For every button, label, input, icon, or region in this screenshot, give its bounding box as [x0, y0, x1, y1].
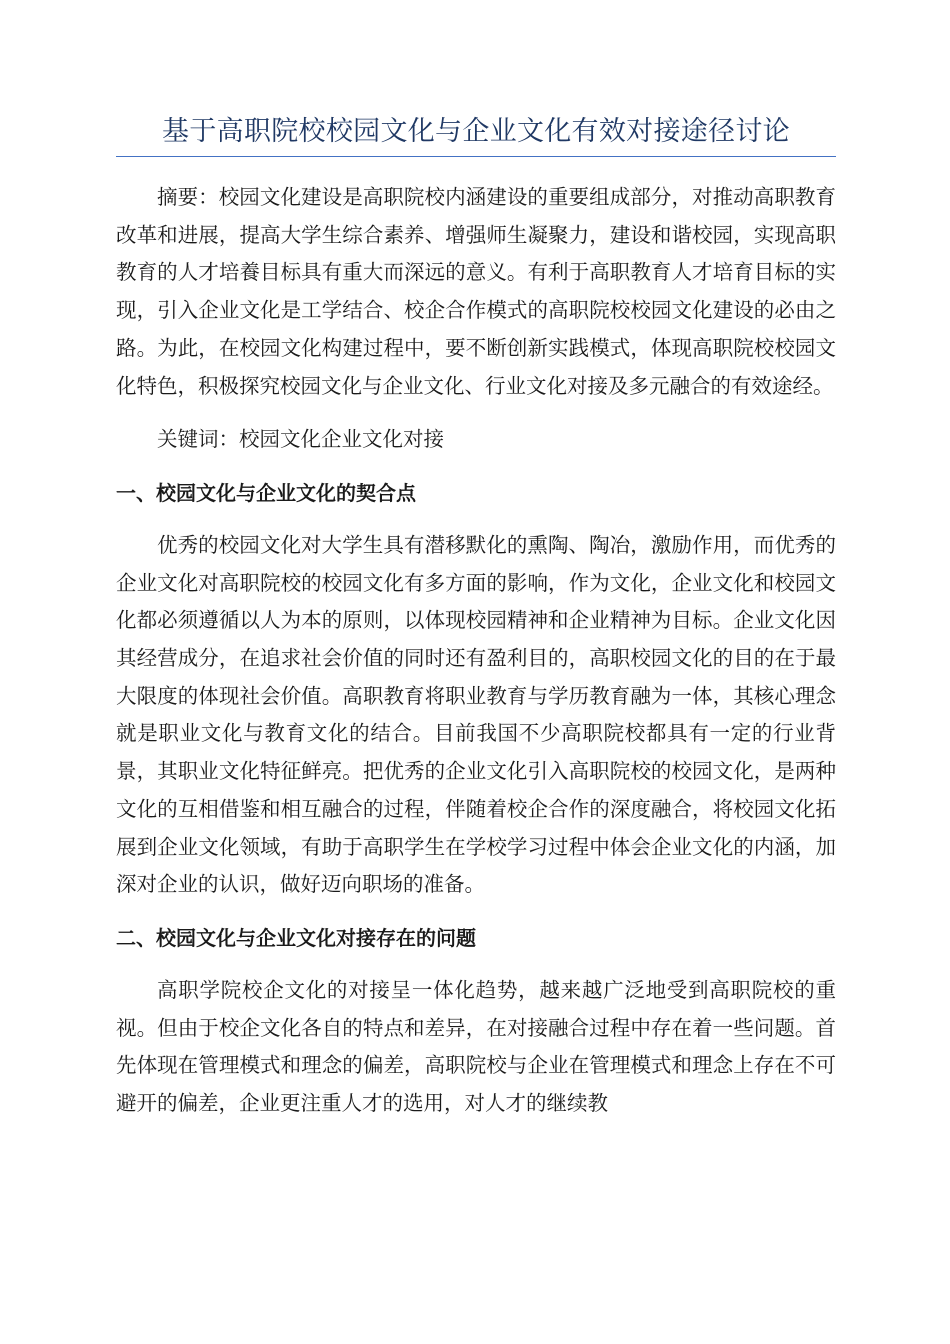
- document-title: 基于高职院校校园文化与企业文化有效对接途径讨论: [116, 112, 836, 157]
- section-paragraph-2: 高职学院校企文化的对接呈一体化趋势，越来越广泛地受到高职院校的重视。但由于校企文化各自的特点和差异，在对接融合过程中存在着一些问题。首先体现在管理模式和理念的偏差，高职院校与企业在管理模式和理念上存在不可避开的偏差，企业更注重人才的选用，对人才的继续教: [116, 977, 836, 1116]
- document-page: [116, 112, 836, 1123]
- section-paragraph-1: 优秀的校园文化对大学生具有潜移默化的熏陶、陶冶，激励作用，而优秀的企业文化对高职院校的校园文化有多方面的影响，作为文化，企业文化和校园文化都必须遵循以人为本的原则，以体现校园精神和企业精神为目标。企业文化因其经营成分，在追求社会价值的同时还有盈利目的，高职校园文化的目的在于最大限度的体现社会价值。高职教育将职业教育与学历教育融为一体，其核心理念就是职业文化与教育文化的结合。目前我国不少高职院校都具有一定的行业背景，其职业文化特征鲜亮。把优秀的企业文化引入高职院校的校园文化，是两种文化的互相借鉴和相互融合的过程，伴随着校企合作的深度融合，将校园文化拓展到企业文化领域，有助于高职学生在学校学习过程中体会企业文化的内涵，加深对企业的认识，做好迈向职场的准备。: [116, 532, 836, 897]
- section-heading-1: 一、校园文化与企业文化的契合点: [116, 480, 416, 505]
- section-heading-2: 二、校园文化与企业文化对接存在的问题: [116, 925, 476, 950]
- abstract-paragraph: 摘要：校园文化建设是高职院校内涵建设的重要组成部分，对推动高职教育改革和进展，提高大学生综合素养、增强师生凝聚力，建设和谐校园，实现高职教育的人才培養目标具有重大而深远的意义。有利于高职教育人才培育目标的实现，引入企业文化是工学结合、校企合作模式的高职院校校园文化建设的必由之路。为此，在校园文化构建过程中，要不断创新实践模式，体现高职院校校园文化特色，积极探究校园文化与企业文化、行业文化对接及多元融合的有效途经。: [116, 185, 836, 398]
- keywords-line: 关键词：校园文化企业文化对接: [157, 427, 444, 452]
